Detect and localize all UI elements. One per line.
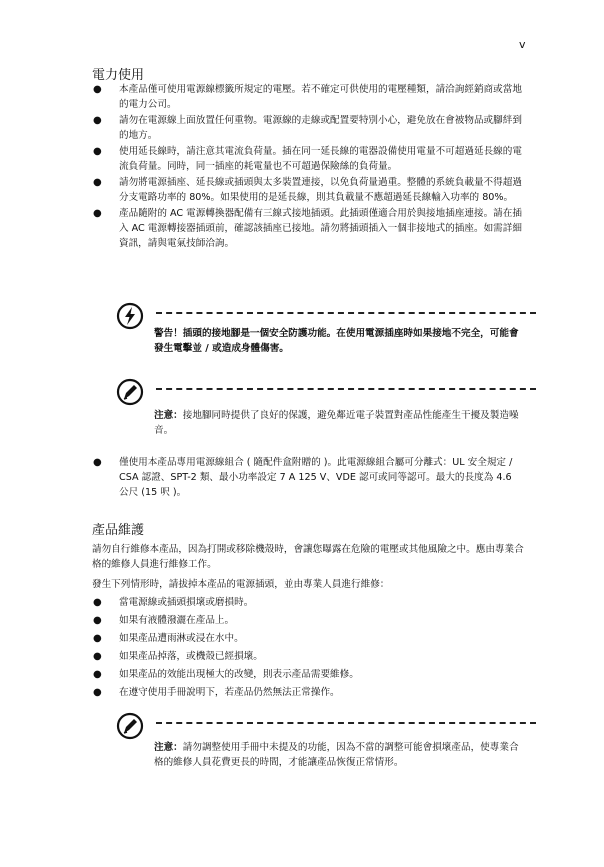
list-item: ● 使用延長線時，請注意其電流負荷量。插在同一延長線的電器設備使用電量不可超過延長線的電流負荷量。同時，同一插座的耗電量也不可超過保險絲的負荷量。 — [93, 146, 522, 172]
dashed-divider — [156, 388, 536, 390]
pen-icon — [116, 712, 144, 740]
pen-icon — [116, 378, 144, 406]
list-item: ● 如果產品的效能出現極大的改變，則表示產品需要維修。 — [93, 669, 359, 680]
page-number: v — [519, 38, 526, 51]
dashed-divider — [156, 722, 536, 724]
bullet-dot-icon: ● — [93, 687, 102, 698]
bullet-dot-icon: ● — [93, 146, 102, 157]
note-callout-2 — [116, 712, 536, 792]
bullet-dot-icon: ● — [93, 177, 102, 188]
note-callout — [116, 378, 536, 440]
power-bullet-list — [0, 82, 604, 252]
bullet-dot-icon: ● — [93, 669, 102, 680]
warning-callout — [116, 302, 536, 362]
note-text: 注意：請勿調整使用手冊中未提及的功能，因為不當的調整可能會損壞產品，使專業合格的維修人員花費更長的時間，才能讓產品恢復正常情形。 — [154, 742, 519, 768]
bullet-dot-icon: ● — [93, 84, 102, 95]
list-item: ● 產品隨附的 AC 電源轉換器配備有三線式接地插頭。此插頭僅適合用於與接地插座連接。請在插入 AC 電源轉接器插頭前，確認該插座已接地。請勿將插頭插入一個非接地式的插座。如需詳細資訊，請與電氣技師洽詢。 — [93, 208, 522, 249]
bullet-dot-icon: ● — [93, 615, 102, 626]
list-item: ● 如果產品掉落，或機殼已經損壞。 — [93, 651, 263, 662]
list-item: ● 如果產品遭雨淋或浸在水中。 — [93, 633, 244, 644]
bullet-dot-icon: ● — [93, 115, 102, 126]
bullet-dot-icon: ● — [93, 633, 102, 644]
lightning-icon — [116, 302, 144, 330]
note-text: 注意：接地腳同時提供了良好的保護，避免鄰近電子裝置對產品性能產生干擾及製造噪音。 — [154, 410, 519, 436]
bullet-dot-icon: ● — [93, 597, 102, 608]
list-item: ● 當電源線或插頭損壞或磨損時。 — [93, 597, 254, 608]
bullet-dot-icon: ● — [93, 208, 102, 219]
bullet-dot-icon: ● — [93, 651, 102, 662]
list-item: ● 本產品僅可使用電源線標籤所規定的電壓。若不確定可供使用的電壓種類，請洽詢經銷商或當地的電力公司。 — [93, 84, 522, 110]
maintenance-intro: 發生下列情形時，請拔掉本產品的電源插頭，並由專業人員進行維修： — [92, 579, 390, 590]
section-title-power: 電力使用 — [92, 68, 145, 83]
list-item: ● 請勿在電源線上面放置任何重物。電源線的走線或配置要特別小心，避免放在會被物品或腳絆到的地方。 — [93, 115, 522, 141]
maintenance-bullet-list — [0, 595, 604, 703]
list-item: ● 請勿將電源插座、延長線或插頭與太多裝置連接，以免負荷量過重。整體的系統負載量不得超過分支電路功率的 80%。如果使用的是延長線，則其負載量不應超過延長線輸入功率的 80%。 — [93, 177, 522, 203]
section-title-maintenance: 產品維護 — [92, 523, 145, 538]
list-item: ● 僅使用本產品專用電源線組合 ( 隨配件盒附贈的 )。此電源線組合屬可分離式：UL 安全規定 / CSA 認證、SPT-2 類、最小功率設定 7 A 125 V、VDE 認可或同等認可。最大的長度為 4.6 公尺 (15 呎 )。 — [93, 457, 513, 498]
power-bullet-list-2 — [0, 455, 604, 501]
list-item: ● 在遵守使用手冊說明下，若產品仍然無法正常操作。 — [93, 687, 340, 698]
bullet-dot-icon: ● — [93, 457, 102, 468]
warning-text: 警告！插頭的接地腳是一個安全防護功能。在使用電源插座時如果接地不完全，可能會發生電擊並 / 或造成身體傷害。 — [154, 328, 519, 354]
maintenance-paragraph: 請勿自行維修本產品，因為打開或移除機殼時，會讓您曝露在危險的電壓或其他風險之中。應由專業合格的維修人員進行維修工作。 — [92, 544, 524, 570]
dashed-divider — [156, 312, 536, 314]
list-item: ● 如果有液體潑灑在產品上。 — [93, 615, 235, 626]
